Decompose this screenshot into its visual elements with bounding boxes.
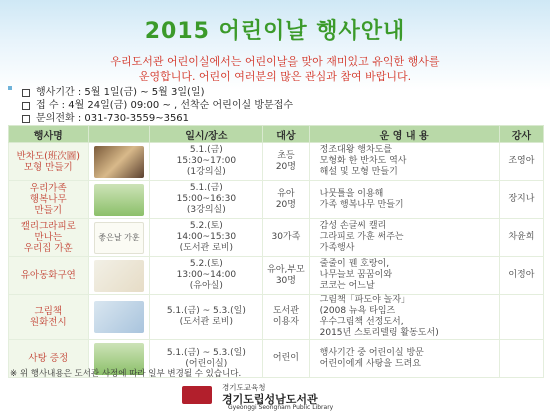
calligraphy-image: 좋은날 가훈 xyxy=(94,222,144,254)
event-name: 사탕 증정 xyxy=(9,340,89,378)
footer-library-name: 경기도립성남도서관 xyxy=(222,393,318,406)
event-datetime: 5.1.(금) ~ 5.3.(일) (어린이실) xyxy=(150,340,263,378)
info-period-text: 행사기간 : 5월 1일(금) ~ 5월 3일(일) xyxy=(36,87,205,98)
table-row xyxy=(9,219,544,257)
event-datetime: 5.2.(토) 14:00~15:30 (도서관 로비) xyxy=(150,219,263,257)
event-name: 유아동화구연 xyxy=(9,257,89,295)
table-row xyxy=(9,143,544,181)
event-datetime: 5.1.(금) ~ 5.3.(일) (도서관 로비) xyxy=(150,295,263,340)
header-content: 운 영 내 용 xyxy=(309,126,499,143)
notice-text: ※ 위 행사내용은 도서관 사정에 따라 일부 변경될 수 있습니다. xyxy=(10,369,242,379)
event-image xyxy=(88,219,150,257)
picture-book-image xyxy=(94,301,144,333)
intro-text xyxy=(20,54,530,84)
event-datetime: 5.1.(금) 15:00~16:30 (3강의실) xyxy=(150,181,263,219)
header-datetime: 일시/장소 xyxy=(150,126,263,143)
event-content: 정조대왕 행차도를 모형화 한 반차도 역사 해설 및 모형 만들기 xyxy=(309,143,499,181)
info-signup-text: 접 수 : 4월 24일(금) 09:00 ~ , 선착순 어린이실 방문접수 xyxy=(36,100,293,111)
intro-line-2: 운영합니다. 어린이 여러분의 많은 관심과 참여 바랍니다. xyxy=(138,70,412,83)
info-contact-text: 문의전화 : 031-730-3559~3561 xyxy=(36,113,190,124)
footer-logo-block xyxy=(170,380,400,410)
tiger-storybook-image xyxy=(94,260,144,292)
event-lecturer: 차윤희 xyxy=(499,219,543,257)
reproduction-banchado-image xyxy=(94,146,144,178)
checkbox-icon xyxy=(22,89,30,97)
event-lecturer: 장지나 xyxy=(499,181,543,219)
header-image xyxy=(88,126,150,143)
event-info xyxy=(22,86,522,125)
schedule-table xyxy=(8,125,544,378)
header-target: 대상 xyxy=(263,126,309,143)
bullet-dot xyxy=(8,86,12,90)
event-image xyxy=(88,257,150,295)
event-image xyxy=(88,295,150,340)
event-datetime: 5.1.(금) 15:30~17:00 (1강의실) xyxy=(150,143,263,181)
library-logo-icon xyxy=(182,386,212,404)
event-content: 그림책「파도야 놀자」 (2008 뉴욕 타임즈 우수그림책 선정도서, 2015년 스토리텔링 활동도서) xyxy=(309,295,499,340)
event-target: 유아,부모 30명 xyxy=(263,257,309,295)
header-lecturer: 강사 xyxy=(499,126,543,143)
event-name: 반차도(班次圖) 모형 만들기 xyxy=(9,143,89,181)
event-lecturer xyxy=(499,295,543,340)
page-title: 2015 어린이날 행사안내 xyxy=(144,19,406,44)
event-target: 유아 20명 xyxy=(263,181,309,219)
header-event-name: 행사명 xyxy=(9,126,89,143)
info-contact xyxy=(22,112,522,125)
event-image xyxy=(88,143,150,181)
event-name: 그림책 원화전시 xyxy=(9,295,89,340)
table-row xyxy=(9,257,544,295)
event-target: 초등 20명 xyxy=(263,143,309,181)
event-lecturer: 조영아 xyxy=(499,143,543,181)
event-content: 줄줄이 꿴 호랑이, 나무늘보 꿈꿈이와 코코는 어느날 xyxy=(309,257,499,295)
event-target: 도서관 이용자 xyxy=(263,295,309,340)
event-name: 우리가족 행복나무 만들기 xyxy=(9,181,89,219)
info-signup xyxy=(22,99,522,112)
event-content: 나뭇틀을 이용해 가족 행복나무 만들기 xyxy=(309,181,499,219)
event-name: 캘리그라피로 만나는 우리집 가훈 xyxy=(9,219,89,257)
happy-tree-image xyxy=(94,184,144,216)
event-lecturer: 이정아 xyxy=(499,257,543,295)
checkbox-icon xyxy=(22,102,30,110)
event-lecturer xyxy=(499,340,543,378)
table-row xyxy=(9,181,544,219)
table-header-row xyxy=(9,126,544,143)
footer-english-name: Gyeonggi Seongnam Public Library xyxy=(228,404,334,411)
event-target: 어린이 xyxy=(263,340,309,378)
event-content: 행사기간 중 어린이실 방문 어린이에게 사탕을 드려요 xyxy=(309,340,499,378)
info-period xyxy=(22,86,522,99)
event-content: 감성 손글씨 캘리 그라피로 가훈 써주는 가족행사 xyxy=(309,219,499,257)
event-target: 30가족 xyxy=(263,219,309,257)
event-datetime: 5.2.(토) 13:00~14:00 (유아실) xyxy=(150,257,263,295)
checkbox-icon xyxy=(22,115,30,123)
event-image xyxy=(88,181,150,219)
intro-line-1: 우리도서관 어린이실에서는 어린이날을 맞아 재미있고 유익한 행사를 xyxy=(110,55,440,68)
footer-org: 경기도교육청 xyxy=(222,383,266,392)
table-row xyxy=(9,295,544,340)
